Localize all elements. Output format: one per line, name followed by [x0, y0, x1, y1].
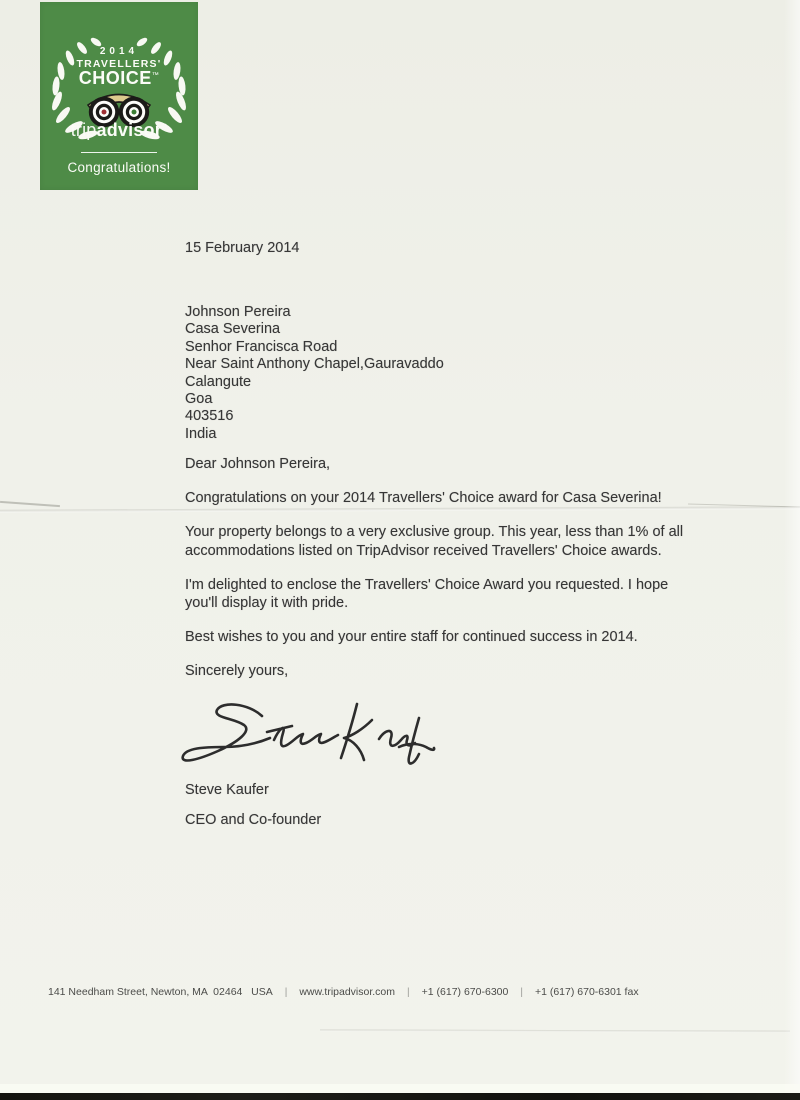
body-paragraph: Your property belongs to a very exclusive group. This year, less than 1% of all accommodations listed on TripAdvisor received Travellers' Choice awards.	[185, 524, 684, 559]
address-line: Senhor Francisca Road	[185, 338, 338, 355]
badge-divider	[81, 152, 157, 153]
signer-name: Steve Kaufer	[185, 782, 269, 798]
body-paragraph: Best wishes to you and your entire staff for continued success in 2014.	[185, 629, 638, 645]
closing: Sincerely yours,	[185, 663, 289, 679]
fold-crease-mark	[0, 501, 60, 507]
award-badge	[40, 2, 198, 190]
footer-separator: |	[407, 986, 410, 998]
signature-image	[172, 698, 440, 770]
scan-edge-light-strip	[0, 1084, 800, 1093]
badge-choice-text: CHOICE	[78, 68, 152, 88]
brand-wordmark	[40, 120, 198, 141]
trademark-symbol: ™	[151, 72, 160, 79]
footer-phone: +1 (617) 670-6300	[421, 986, 509, 998]
body-paragraph: I'm delighted to enclose the Travellers' Choice Award you requested. I hope you'll display it with pride.	[185, 576, 669, 611]
letterhead-footer	[48, 986, 639, 998]
badge-travellers-label: TRAVELLERS'	[76, 58, 162, 70]
body-paragraph: Congratulations on your 2014 Travellers' Choice award for Casa Severina!	[185, 490, 662, 506]
brand-advisor-text: advisor	[96, 120, 162, 140]
footer-separator: |	[284, 986, 288, 998]
brand-trip-text: trip	[70, 120, 97, 140]
address-line: Calangute	[185, 373, 252, 390]
badge-congratulations-text: Congratulations!	[67, 160, 171, 175]
footer-separator: |	[520, 986, 523, 998]
footer-fax: +1 (617) 670-6301 fax	[534, 986, 639, 998]
address-line: India	[185, 425, 217, 442]
salutation: Dear Johnson Pereira,	[185, 456, 331, 472]
footer-address: 141 Needham Street, Newton, MA 02464 USA	[48, 986, 273, 998]
registered-symbol: ®	[161, 124, 168, 131]
signer-title: CEO and Co-founder	[185, 812, 322, 828]
address-line: Near Saint Anthony Chapel,Gauravaddo	[185, 356, 444, 373]
scan-edge-shadow	[0, 1093, 800, 1100]
address-line: Casa Severina	[185, 321, 281, 338]
letter-date: 15 February 2014	[185, 240, 300, 256]
recipient-address	[185, 304, 444, 443]
fold-crease-line	[320, 1029, 790, 1032]
badge-year: 2014	[99, 46, 139, 57]
address-line: 403516	[185, 408, 234, 425]
letter-body	[185, 455, 690, 696]
address-line: Johnson Pereira	[185, 304, 291, 320]
address-line: Goa	[185, 391, 213, 408]
footer-website: www.tripadvisor.com	[299, 986, 396, 998]
scan-edge-highlight	[784, 0, 800, 1100]
